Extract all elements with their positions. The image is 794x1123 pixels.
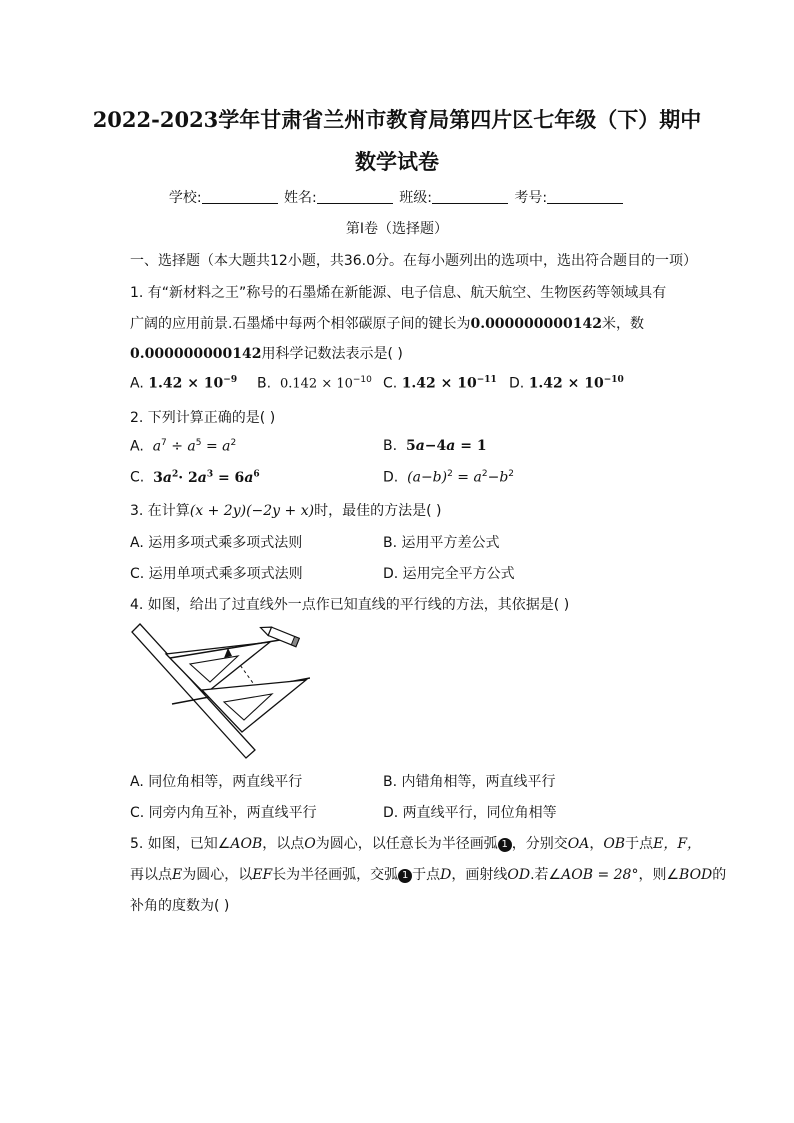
q2-option-d[interactable]: D. $(a-b)^2 = a^2-b^2$: [383, 469, 515, 486]
q1-option-d-base: 1.42 × 10: [528, 375, 604, 392]
q5-angle-bod: BOD: [679, 867, 713, 883]
q1-number: 0.000000000142: [470, 316, 602, 332]
q5-ray-od: OD: [507, 867, 531, 883]
q5-arc-marker-2: 1: [398, 869, 412, 883]
student-info-row: [0, 187, 794, 207]
q5-angle-aob: AOB: [230, 836, 263, 852]
q5-text-8: 长为半径画弧，交弧: [272, 867, 399, 883]
class-label: 班级:: [399, 190, 432, 206]
name-label: 姓名:: [284, 190, 317, 206]
q4-stem: 4. 如图，给出了过直线外一点作已知直线的平行线的方法，其依据是( ): [130, 597, 570, 613]
q1-option-c[interactable]: [383, 375, 497, 392]
q3-option-d[interactable]: D. 运用完全平方公式: [383, 566, 515, 582]
q4-option-c[interactable]: C. 同旁内角互补，两直线平行: [130, 805, 317, 821]
q1-option-a-exp: −9: [223, 375, 238, 385]
q1-option-c-base: 1.42 × 10: [401, 375, 477, 392]
q5-point-e: E: [172, 867, 183, 883]
q3-option-c[interactable]: C. 运用单项式乘多项式法则: [130, 566, 303, 582]
q1-option-b[interactable]: [257, 375, 372, 392]
class-field[interactable]: [432, 189, 508, 204]
q5-text-1: 5. 如图，已知∠: [130, 836, 231, 852]
q5-arc-marker: 1: [498, 838, 512, 852]
q4-option-a[interactable]: A. 同位角相等，两直线平行: [130, 774, 303, 790]
q3-option-a[interactable]: A. 运用多项式乘多项式法则: [130, 535, 303, 551]
q5-text-11: .若∠: [530, 867, 562, 883]
q5-ray-ob: OB: [603, 836, 626, 852]
q2-option-b[interactable]: B. 5a−4a = 1: [383, 438, 487, 454]
q4-option-d[interactable]: D. 两直线平行，同位角相等: [383, 805, 557, 821]
q1-line1: 1. 有“新材料之王”称号的石墨烯在新能源、电子信息、航天航空、生物医药等领域具有: [130, 285, 667, 301]
q1-number-repeat: 0.000000000142: [130, 346, 262, 362]
q1-line2-tail: 米，数: [601, 316, 644, 332]
exam-number-label: 考号:: [514, 190, 548, 206]
name-field[interactable]: [317, 189, 393, 204]
q3-stem: [130, 500, 441, 520]
q5-text-4: ，分别交: [511, 836, 568, 852]
exam-title-line2: 数学试卷: [355, 149, 439, 174]
q1-option-b-exp: −10: [352, 375, 372, 385]
q1-option-a[interactable]: [130, 375, 237, 392]
q1-line2-text: 广阔的应用前景.石墨烯中每两个相邻碳原子间的键长为: [130, 316, 471, 332]
q5-text-12: ，则∠: [638, 867, 680, 883]
q5-point-d: D: [440, 867, 452, 883]
q5-text-10: ，画射线: [451, 867, 508, 883]
q1-option-c-letter: C.: [383, 375, 398, 392]
parallel-line-figure: [130, 622, 310, 762]
part-header: 一、选择题（本大题共12小题，共36.0分。在每小题列出的选项中，选出符合题目的一项）: [130, 253, 697, 269]
q5-ray-oa: OA: [567, 836, 590, 852]
q2-option-c[interactable]: C. $3a^2\cdot 2a^3 = 6a^6$: [130, 469, 260, 486]
q3-stem-end: 时，最佳的方法是( ): [314, 503, 442, 519]
q5-segment-ef: EF: [252, 867, 273, 883]
q1-line3: [130, 343, 403, 363]
q1-option-d[interactable]: [509, 375, 624, 392]
q3-option-b[interactable]: B. 运用平方差公式: [383, 535, 500, 551]
section-title: 第Ⅰ卷（选择题）: [345, 221, 449, 237]
q5-text-13: 的: [712, 867, 727, 883]
exam-title-line1: 2022-2023学年甘肃省兰州市教育局第四片区七年级（下）期中: [92, 107, 702, 132]
q5-text-2: ，以点: [262, 836, 305, 852]
q5-text-7: 为圆心，以: [182, 867, 253, 883]
q1-line3-text: 用科学记数法表示是( ): [261, 346, 403, 362]
q1-option-c-exp: −11: [476, 375, 497, 385]
q5-points-ef: E，F，: [653, 836, 702, 852]
q1-option-a-base: 1.42 × 10: [148, 375, 224, 392]
q5-angle-value: AOB = 28°: [561, 867, 639, 883]
q5-line2: [130, 864, 726, 884]
school-field[interactable]: [202, 189, 278, 204]
q5-text-3: 为圆心，以任意长为半径画弧: [315, 836, 498, 852]
q3-stem-start: 3. 在计算: [130, 503, 190, 519]
q2-stem: 2. 下列计算正确的是( ): [130, 410, 276, 426]
q5-line1: 5. 如图，已知∠AOB，以点O为圆心，以任意长为半径画弧 1 ，分别交OA，OB于点E，F，: [130, 836, 702, 852]
school-label: 学校:: [168, 190, 202, 206]
q1-line2: [130, 313, 644, 333]
exam-number-field[interactable]: [547, 189, 623, 204]
q1-option-a-letter: A.: [130, 375, 144, 392]
q3-expression: (x + 2y)(−2y + x): [189, 503, 315, 519]
q1-option-b-letter: B.: [257, 375, 272, 392]
q5-point-o: O: [304, 836, 316, 852]
q1-option-b-base: 0.142 × 10: [279, 376, 353, 392]
q1-option-d-letter: D.: [509, 375, 525, 392]
q5-line3: 补角的度数为( ): [130, 898, 230, 914]
q5-text-5: 于点: [625, 836, 654, 852]
q1-option-d-exp: −10: [603, 375, 624, 385]
q5-text-9: 于点: [412, 867, 441, 883]
q5-text-6: 再以点: [130, 867, 172, 883]
q4-option-b[interactable]: B. 内错角相等，两直线平行: [383, 774, 556, 790]
q2-option-a[interactable]: A. $a^7 \div a^5 = a^2$: [130, 438, 237, 455]
